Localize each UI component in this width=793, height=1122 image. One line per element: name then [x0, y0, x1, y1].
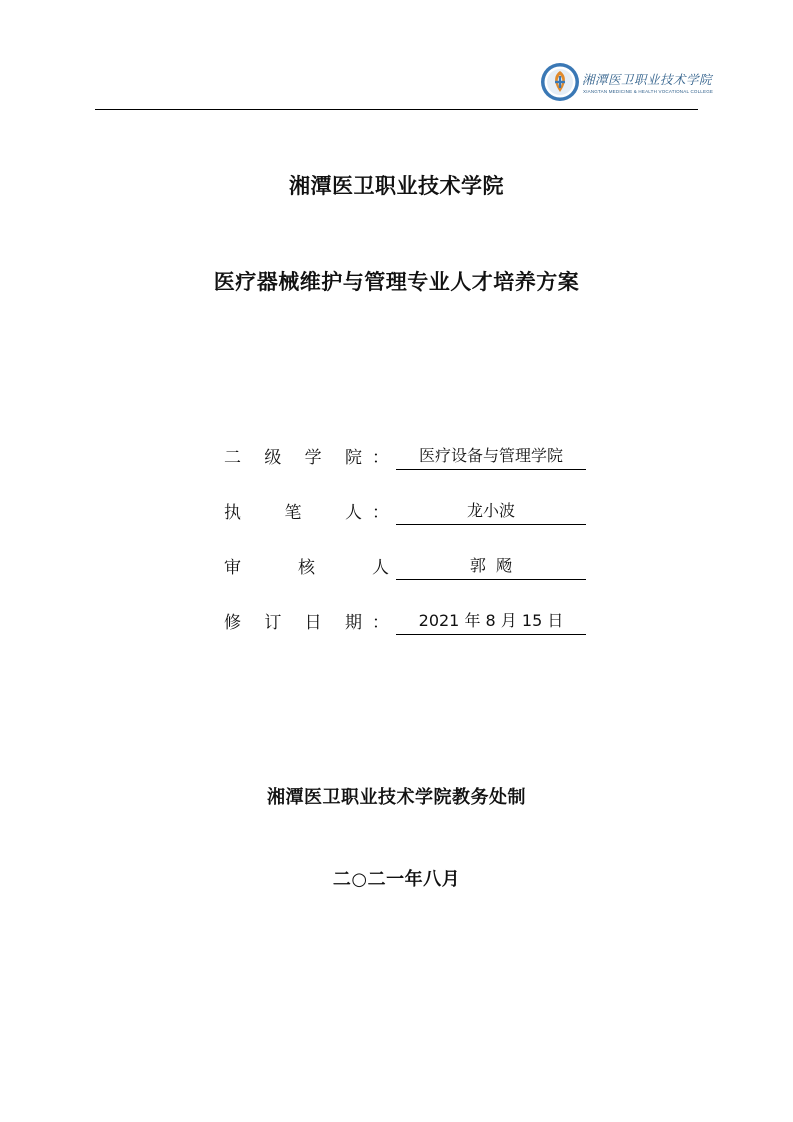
document-title: 湘潭医卫职业技术学院	[289, 174, 504, 198]
college-logo	[540, 62, 714, 108]
info-label: 二 级 学 院	[224, 448, 362, 468]
info-row-revision-date	[224, 602, 586, 636]
info-label: 执 笔 人	[224, 503, 362, 523]
info-row-author	[224, 492, 586, 526]
info-colon: ：	[372, 448, 389, 468]
issuing-department: 湘潭医卫职业技术学院教务处制	[267, 787, 526, 808]
info-value-reviewer: 郭 飏	[469, 556, 513, 575]
info-underline	[396, 579, 586, 580]
info-row-department	[224, 437, 586, 471]
header-divider	[95, 109, 698, 110]
info-underline	[396, 634, 586, 635]
info-label: 修 订 日 期	[224, 613, 362, 633]
info-underline	[396, 469, 586, 470]
info-value-revision-date: 2021 年 8 月 15 日	[418, 611, 564, 630]
info-row-reviewer	[224, 547, 586, 581]
issue-date: 二○二一年八月	[332, 869, 461, 890]
college-emblem-icon	[540, 62, 580, 102]
logo-college-name: 湘潭医卫职业技术学院	[582, 72, 713, 87]
info-colon: ：	[372, 503, 389, 523]
document-subtitle: 医疗器械维护与管理专业人才培养方案	[213, 270, 580, 294]
info-value-author: 龙小波	[466, 501, 515, 520]
logo-college-english-name: XIANGTAN MEDICINE & HEALTH VOCATIONAL COLLEGE	[583, 89, 714, 94]
info-underline	[396, 524, 586, 525]
info-label: 审 核 人	[224, 558, 389, 578]
info-value-department: 医疗设备与管理学院	[418, 446, 563, 465]
info-colon: ：	[372, 613, 389, 633]
